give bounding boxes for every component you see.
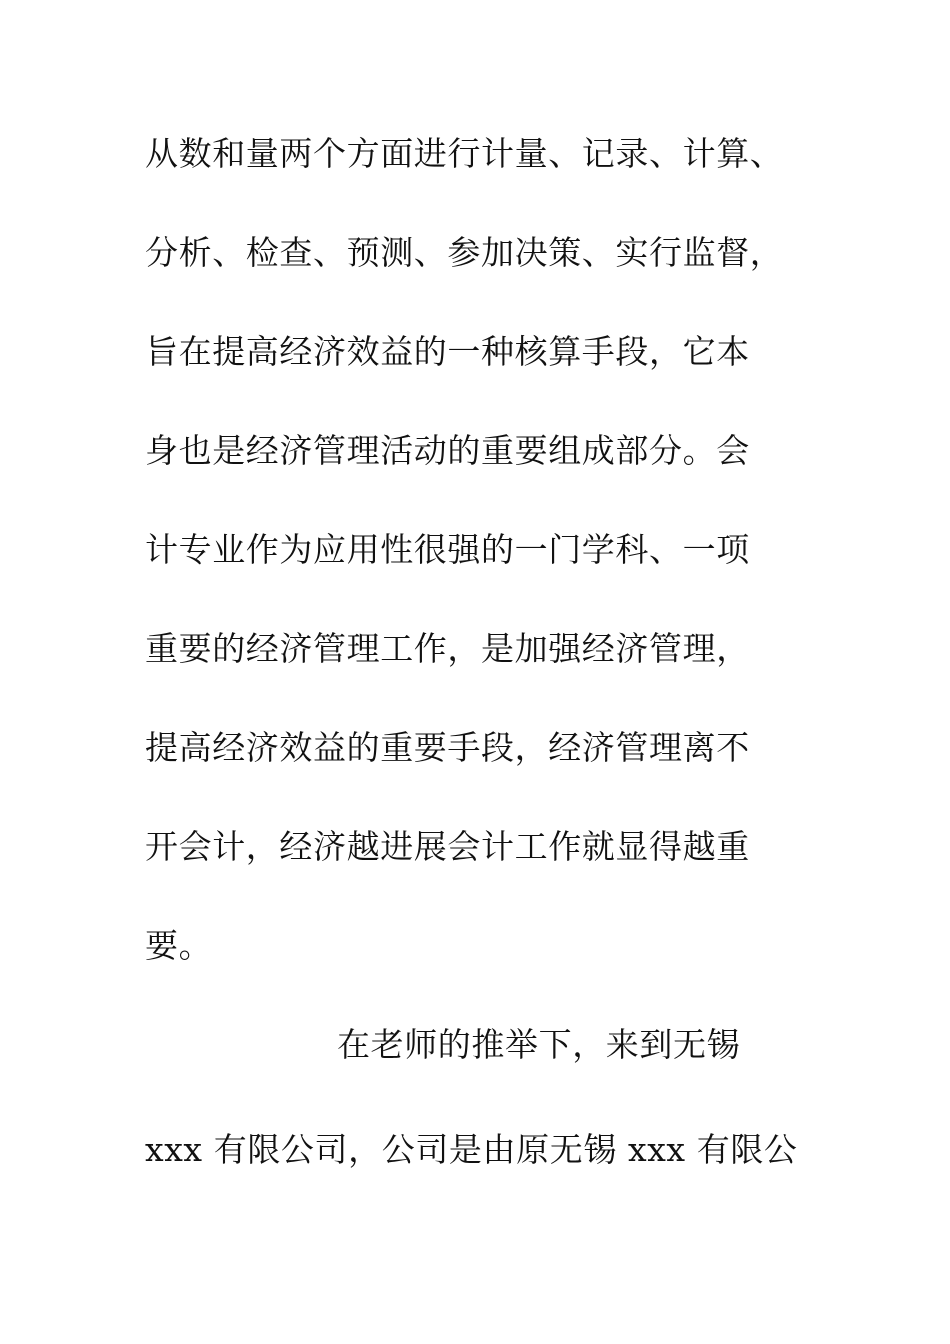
- paragraph-line: 重要的经济管理工作，是加强经济管理，: [145, 629, 750, 668]
- paragraph-line: 从数和量两个方面进行计量、记录、计算、: [145, 134, 784, 173]
- paragraph-line: 开会计，经济越进展会计工作就显得越重: [145, 827, 750, 866]
- paragraph-line: 计专业作为应用性很强的一门学科、一项: [145, 530, 750, 569]
- paragraph-line-indented: 在老师的推举下，来到无锡: [337, 1025, 741, 1064]
- paragraph-line: 分析、检查、预测、参加决策、实行监督，: [145, 233, 784, 272]
- paragraph-line: 提高经济效益的重要手段，经济管理离不: [145, 728, 750, 767]
- paragraph-line: xxx 有限公司，公司是由原无锡 xxx 有限公: [145, 1130, 798, 1169]
- paragraph-line: 身也是经济管理活动的重要组成部分。会: [145, 431, 750, 470]
- paragraph-line: 旨在提高经济效益的一种核算手段，它本: [145, 332, 750, 371]
- paragraph-line: 要。: [145, 926, 213, 965]
